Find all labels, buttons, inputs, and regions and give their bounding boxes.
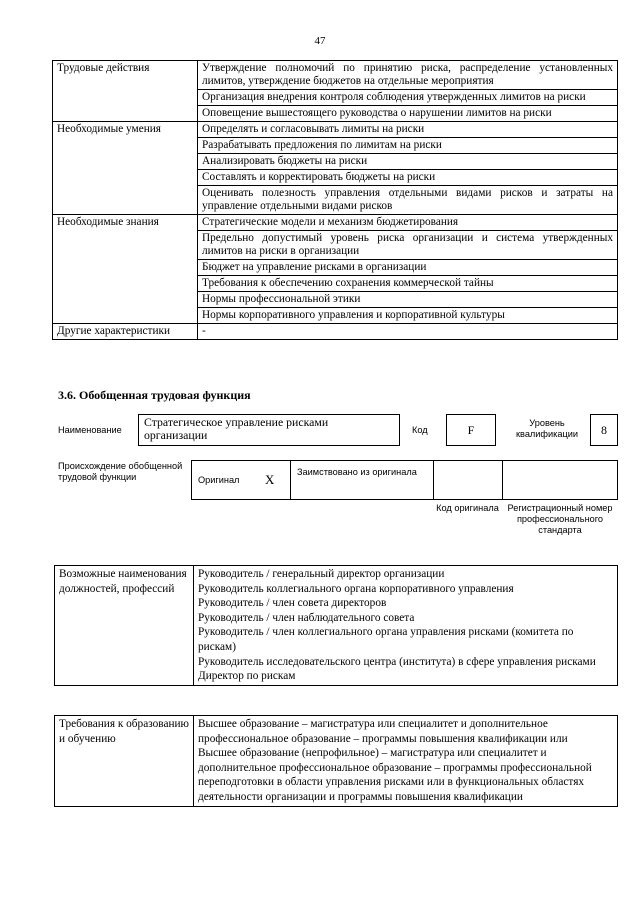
- list-item: Высшее образование (непрофильное) – магистратура или специалитет и дополнительное профессиональное образование – программы профессиональной переподготовки в области управления рисками или в функциональных областях деятельности организации и программы повышения квалификации: [198, 747, 592, 803]
- origin-row: [191, 460, 618, 500]
- table-row: [53, 215, 618, 231]
- table-cell: Составлять и корректировать бюджеты на риски: [198, 170, 618, 186]
- table-cell: Разрабатывать предложения по лимитам на риски: [198, 138, 618, 154]
- table-cell: Утверждение полномочий по принятию риска, распределение установленных лимитов, утверждение бюджетов на отдельные мероприятия: [198, 61, 618, 90]
- row-label: Другие характеристики: [53, 324, 198, 340]
- list-item: Высшее образование – магистратура или специалитет и дополнительное профессиональное образование – программы повышения квалификации или: [198, 718, 568, 745]
- table-cell: Требования к обеспечению сохранения коммерческой тайны: [198, 276, 618, 292]
- section-title: 3.6. Обобщенная трудовая функция: [58, 388, 251, 402]
- row-label: Необходимые знания: [53, 215, 198, 324]
- reg-number-cell: [503, 461, 617, 499]
- table-row: [55, 716, 618, 807]
- list-item: Руководитель исследовательского центра (института) в сфере управления рисками: [198, 655, 596, 668]
- table-cell: -: [198, 324, 618, 340]
- table-cell: Нормы корпоративного управления и корпоративной культуры: [198, 308, 618, 324]
- education-label: Требования к образованию и обучению: [55, 716, 194, 807]
- table-row: [53, 324, 618, 340]
- list-item: Руководитель / член наблюдательного совета: [198, 611, 415, 624]
- table-cell: Организация внедрения контроля соблюдения утвержденных лимитов на риски: [198, 90, 618, 106]
- level-label: Уровень квалификации: [516, 418, 578, 439]
- level-value: 8: [590, 414, 618, 446]
- positions-label: Возможные наименования должностей, профессий: [55, 566, 194, 686]
- table-row: [53, 61, 618, 90]
- positions-list: [194, 566, 618, 686]
- original-label: Оригинал: [198, 475, 240, 485]
- list-item: Руководитель / член совета директоров: [198, 597, 387, 610]
- row-label: Необходимые умения: [53, 122, 198, 215]
- list-item: Руководитель / генеральный директор организации: [198, 568, 445, 580]
- table-cell: Предельно допустимый уровень риска организации и система утвержденных лимитов на риски в организации: [198, 231, 618, 260]
- table-cell: Определять и согласовывать лимиты на риски: [198, 122, 618, 138]
- table-cell: Анализировать бюджеты на риски: [198, 154, 618, 170]
- table-cell: Оценивать полезность управления отдельными видами рисков и затраты на управление отдельными видами рисков: [198, 186, 618, 215]
- positions-table: [54, 565, 618, 686]
- table-cell: Оповещение вышестоящего руководства о нарушении лимитов на риски: [198, 106, 618, 122]
- list-item: Директор по рискам: [198, 670, 296, 683]
- borrowed-label: Заимствовано из оригинала: [297, 467, 417, 477]
- code-original-label: Код оригинала: [436, 503, 499, 513]
- original-mark: X: [265, 472, 275, 487]
- code-label: Код: [412, 425, 428, 435]
- code-original-cell: [434, 461, 503, 499]
- table-cell: Нормы профессиональной этики: [198, 292, 618, 308]
- name-label: Наименование: [58, 425, 122, 435]
- labor-functions-table: [52, 60, 618, 340]
- original-cell: [192, 461, 291, 499]
- list-item: Руководитель / член коллегиального органа управления рисками (комитета по рискам): [198, 626, 574, 653]
- code-value: F: [446, 414, 496, 446]
- row-label: Трудовые действия: [53, 61, 198, 122]
- table-row: [55, 566, 618, 686]
- table-row: [53, 122, 618, 138]
- table-cell: Стратегические модели и механизм бюджетирования: [198, 215, 618, 231]
- education-list: [194, 716, 618, 807]
- education-table: [54, 715, 618, 807]
- origin-label: Происхождение обобщенной трудовой функции: [58, 461, 183, 482]
- page-number: 47: [314, 35, 326, 47]
- function-name-value: Стратегическое управление рисками организации: [138, 414, 400, 446]
- table-cell: Бюджет на управление рисками в организации: [198, 260, 618, 276]
- list-item: Руководитель коллегиального органа корпоративного управления: [198, 582, 514, 595]
- reg-number-label: Регистрационный номер профессионального стандарта: [507, 503, 613, 535]
- borrowed-cell: [291, 461, 434, 499]
